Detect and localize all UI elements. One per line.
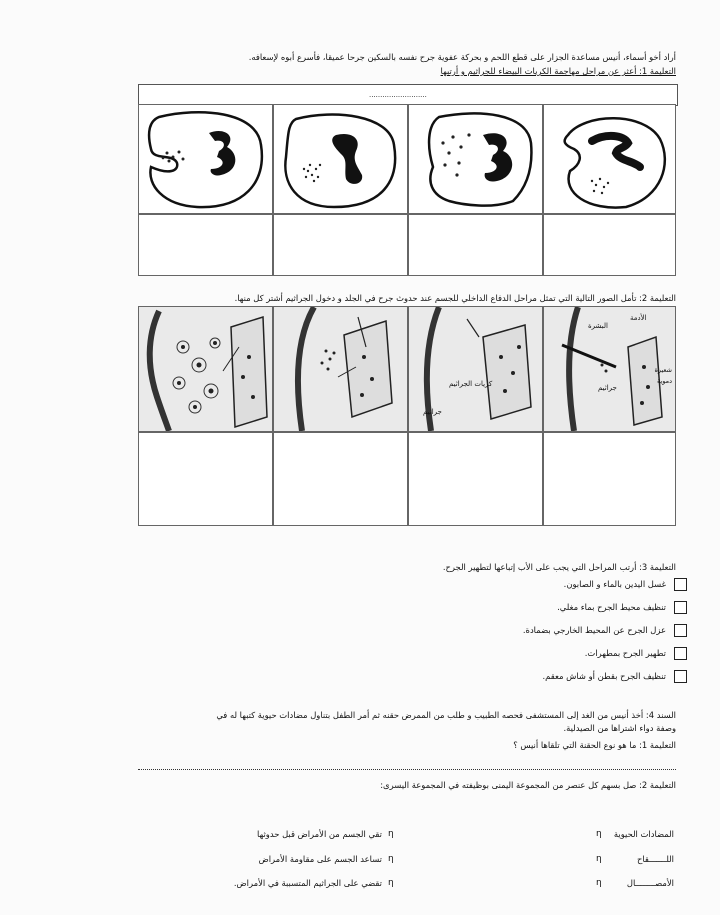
germs-label-2: جراثيم — [598, 384, 617, 392]
phagocytosis-stage-4-image — [139, 105, 272, 213]
left-item-1: تقي الجسم من الأمراض قبل حدوثها — [257, 829, 382, 839]
step-5-checkbox[interactable] — [674, 670, 687, 683]
left-item-1-bullet[interactable]: η — [388, 829, 394, 839]
dermis-label: الأدمة — [630, 314, 647, 322]
intro-text: أراد أخو أسماء، أنيس مساعدة الجزار على قطع اللحم و بحركة عفوية جرح نفسه بالسكين جرحا عميقا، فأسرع أبوه لإسعافه. — [248, 52, 676, 62]
defense-stage-3-image — [274, 307, 407, 431]
question-1-answer-line[interactable] — [138, 769, 676, 770]
instruction-1: التعليمة 1: أعثر عن مراحل مهاجمة الكريات البيضاء للجراثيم و أرتبها — [440, 66, 676, 76]
germs-label: جراثيم — [423, 408, 442, 416]
wbc-label: كريات الجراثيم — [449, 380, 493, 388]
answer-dots: .......................... — [369, 91, 427, 99]
right-item-2-bullet[interactable]: η — [596, 854, 602, 864]
phagocytosis-stage-3-image — [274, 105, 407, 213]
vessel-label: شعيرة دموية — [654, 366, 672, 385]
left-item-3-bullet[interactable]: η — [388, 878, 394, 888]
answer-cell-2-1[interactable] — [543, 432, 676, 526]
right-item-1-bullet[interactable]: η — [596, 829, 602, 839]
document-4-line-1: السند 4: أخذ أنيس من الغد إلى المستشفى فحصه الطبيب و طلب من الممرض حقنه ثم أمر الطفل بتناول مضادات حيوية كتبها له في — [216, 710, 676, 720]
step-1-text: غسل اليدين بالماء و الصابون. — [563, 579, 666, 589]
answer-cell-1-1[interactable] — [543, 214, 676, 276]
phagocytosis-stage-1-image — [544, 105, 675, 213]
answer-cell-1-2[interactable] — [408, 214, 543, 276]
question-2: التعليمة 2: صل بسهم كل عنصر من المجموعة اليمنى بوظيفته في المجموعة اليسرى: — [380, 780, 676, 790]
phagocytosis-stage-2-image — [409, 105, 542, 213]
figure-cell-1-4 — [138, 104, 273, 214]
step-4-text: تطهير الجرح بمطهرات. — [584, 648, 666, 658]
figure-cell-2-2 — [408, 306, 543, 432]
right-item-3: الأمصــــــــال — [626, 878, 674, 888]
step-1-checkbox[interactable] — [674, 578, 687, 591]
answer-cell-2-3[interactable] — [273, 432, 408, 526]
right-item-2: اللـــــــقاح — [636, 854, 674, 864]
figure-cell-2-3 — [273, 306, 408, 432]
document-4-line-2: وصفة دواء اشتراها من الصيدلية. — [563, 723, 676, 733]
answer-cell-2-4[interactable] — [138, 432, 273, 526]
defense-stage-4-image — [139, 307, 272, 431]
answer-strip-1[interactable] — [138, 84, 678, 106]
figure-cell-2-4 — [138, 306, 273, 432]
instruction-2: التعليمة 2: تأمل الصور التالية التي تمثل مراحل الدفاع الداخلي للجسم عند حدوث جرح في الجلد و دخول الجراثيم أشتر كل منها. — [234, 293, 676, 303]
step-2-checkbox[interactable] — [674, 601, 687, 614]
right-item-3-bullet[interactable]: η — [596, 878, 602, 888]
step-3-checkbox[interactable] — [674, 624, 687, 637]
figure-cell-1-1 — [543, 104, 676, 214]
figure-cell-1-2 — [408, 104, 543, 214]
instruction-3: التعليمة 3: أرتب المراحل التي يجب على الأب إتباعها لتطهير الجرح. — [442, 562, 676, 572]
left-item-2-bullet[interactable]: η — [388, 854, 394, 864]
figure-cell-1-3 — [273, 104, 408, 214]
answer-cell-2-2[interactable] — [408, 432, 543, 526]
step-2-text: تنظيف محيط الجرح بماء مغلي. — [557, 602, 666, 612]
epidermis-label: البشرة — [588, 322, 608, 330]
answer-cell-1-3[interactable] — [273, 214, 408, 276]
step-3-text: عزل الجرح عن المحيط الخارجي بضمادة. — [522, 625, 666, 635]
question-1: التعليمة 1: ما هو نوع الحقنة التي تلقاها أنيس ؟ — [513, 740, 676, 750]
left-item-2: تساعد الجسم على مقاومة الأمراض — [258, 854, 382, 864]
left-item-3: تقضي على الجراثيم المتسببة في الأمراض. — [233, 878, 382, 888]
step-4-checkbox[interactable] — [674, 647, 687, 660]
right-item-1: المضادات الحيوية — [613, 829, 674, 839]
step-5-text: تنظيف الجرح بقطن أو شاش معقم. — [542, 671, 666, 681]
answer-cell-1-4[interactable] — [138, 214, 273, 276]
figure-cell-2-1 — [543, 306, 676, 432]
